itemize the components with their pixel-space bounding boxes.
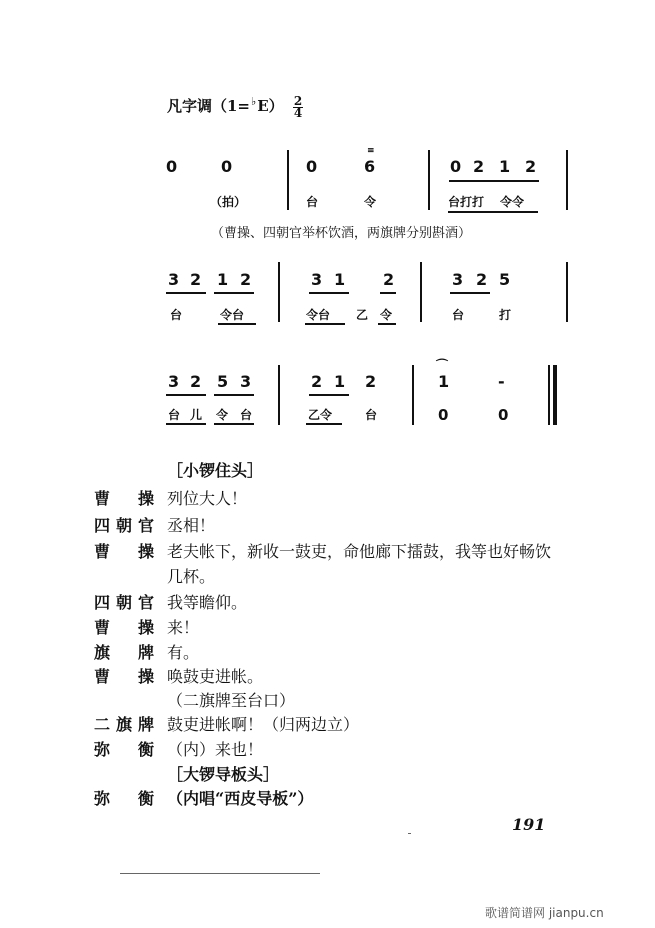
dialogue-line [0,615,655,643]
perc-syllable: 台 [452,308,465,322]
speaker: 弥 衡 [94,740,154,759]
beam [449,180,539,182]
beam [166,292,206,294]
note: 0 [306,157,318,176]
speech: ［大锣导板头］ [167,765,280,784]
speaker: 弥 衡 [94,789,154,808]
note: 2 [240,270,252,289]
fermata: ⌒ [436,358,449,372]
time-denominator: 4 [293,105,303,120]
beam [380,292,396,294]
speech: 几杯。 [167,567,216,586]
bar-line [420,262,422,322]
perc-syllable: 打 [499,308,512,322]
note: 2 [383,270,395,289]
watermark: 歌谱简谱网 jianpu.cn [485,906,604,920]
note: 5 [499,270,511,289]
beam [218,323,256,325]
perc-syllable: 令台 [220,308,245,322]
speech: 有。 [167,643,200,662]
note: 3 [452,270,464,289]
note: 2 [476,270,488,289]
dialogue-line [0,458,655,486]
beam [309,292,349,294]
beam [305,323,345,325]
speech: （二旗牌至台口） [167,691,296,710]
perc-syllable: 台 [168,408,181,422]
bar-line [278,365,280,425]
perc-syllable: 台 [365,408,378,422]
perc-syllable: 令 [364,195,377,209]
dialogue-line [0,486,655,514]
speech: 列位大人！ [167,489,248,508]
perc-syllable: 台打打 [448,195,485,209]
speech: 丞相！ [167,516,216,535]
note: 0 [450,157,462,176]
speech: 唤鼓吏进帐。 [167,667,264,686]
key-note: E） [257,97,284,115]
perc-syllable: 令台 [306,308,331,322]
beam [214,394,254,396]
speech: （内唱“西皮导板”） [167,789,314,808]
note: 1 [438,372,450,391]
perc-syllable: 令 [380,308,393,322]
speaker: 四朝官 [94,516,154,535]
perc-syllable: 台 [306,195,319,209]
perc-syllable: 乙 [356,308,369,322]
speaker: 曹 操 [94,489,154,508]
note: 2 [311,372,323,391]
bar-line [548,365,550,425]
scan-artifact [408,833,411,834]
speech: 来！ [167,618,200,637]
beam [378,323,396,325]
note: 3 [311,270,323,289]
speech: （内）来也！ [167,740,264,759]
note: 3 [168,270,180,289]
note: 3 [168,372,180,391]
speaker: 四朝官 [94,593,154,612]
dialogue-line [0,513,655,541]
speaker: 曹 操 [94,667,154,686]
final-bar-line [553,365,557,425]
dialogue-line [0,737,655,765]
page-number: 191 [512,815,546,834]
perc-syllable: 台 [170,308,183,322]
note: 2 [190,270,202,289]
note: 0 [221,157,233,176]
speaker: 二旗牌 [94,715,154,734]
speaker: 曹 操 [94,542,154,561]
perc-syllable: 台 [240,408,253,422]
key-signature [167,95,303,119]
beam [309,394,349,396]
beam [450,292,490,294]
dialogue-line [0,786,655,814]
bar-line [566,262,568,322]
perc-syllable: 0 [498,406,509,424]
speaker: 曹 操 [94,618,154,637]
note: 2 [190,372,202,391]
time-numerator: 2 [293,93,303,108]
note: 1 [499,157,511,176]
note: 3 [240,372,252,391]
bar-line [287,150,289,210]
note: 6 [364,157,376,176]
perc-syllable: 令令 [500,195,525,209]
flat-sign: ♭ [251,95,257,108]
scan-artifact [120,873,320,874]
note: 5 [217,372,229,391]
note: 1 [217,270,229,289]
note: 1 [334,372,346,391]
bar-line [278,262,280,322]
perc-syllable: 儿 [190,408,203,422]
beam [166,423,206,425]
stage-direction: （曹操、四朝官举杯饮酒，两旗牌分别斟酒） [211,226,472,241]
dialogue-line [0,564,655,592]
speech: 我等瞻仰。 [167,593,248,612]
note: 2 [473,157,485,176]
bar-line [428,150,430,210]
beam [166,394,206,396]
perc-syllable: （拍） [210,195,247,209]
speech: ［小锣住头］ [167,461,264,480]
dialogue-line [0,590,655,618]
note: 2 [365,372,377,391]
tremolo-mark: ≡ [367,146,375,156]
note: 1 [334,270,346,289]
dialogue-line [0,712,655,740]
beam [214,423,254,425]
dialogue-line [0,539,655,567]
beam [306,423,342,425]
bar-line [566,150,568,210]
key-prefix: 凡字调（1= [167,97,251,115]
perc-syllable: 0 [438,406,449,424]
beam [448,211,538,213]
time-signature [293,93,303,120]
note: 2 [525,157,537,176]
perc-syllable: 令 [216,408,229,422]
beam [214,292,254,294]
bar-line [412,365,414,425]
speech: 老夫帐下，新收一鼓吏，命他廊下擂鼓，我等也好畅饮 [167,542,552,561]
note: - [498,372,505,391]
speaker: 旗 牌 [94,643,154,662]
perc-syllable: 乙令 [308,408,333,422]
note: 0 [166,157,178,176]
speech: 鼓吏进帐啊！（归两边立） [167,715,360,734]
